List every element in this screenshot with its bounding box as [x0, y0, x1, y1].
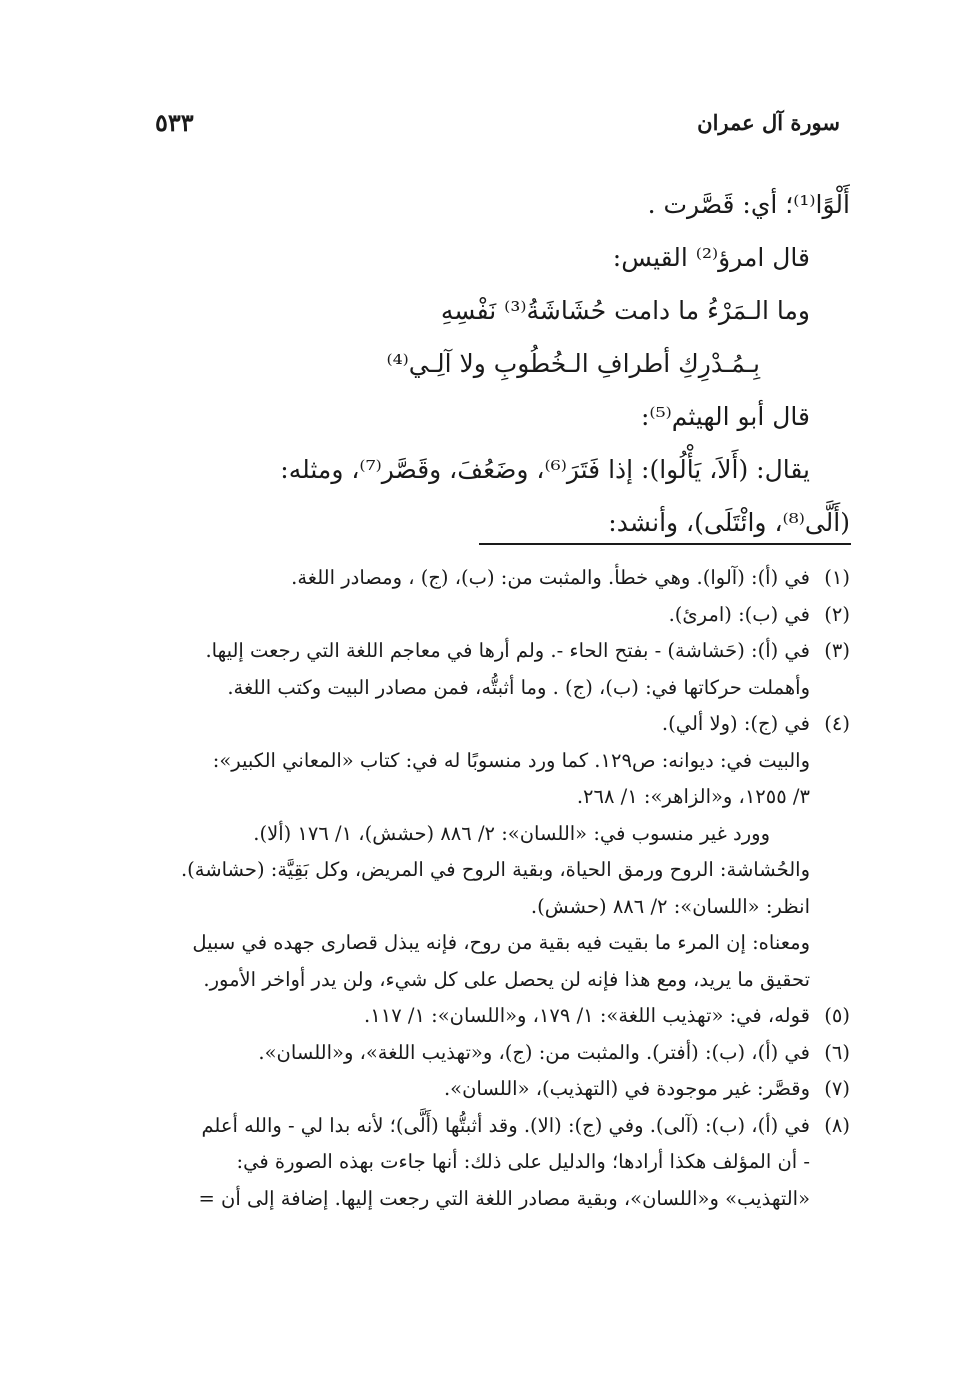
footnote: [115, 633, 850, 670]
footnote-number: (٥): [824, 1004, 850, 1027]
main-line: قال أبو الهيثم⁽⁵⁾:: [640, 402, 810, 431]
main-line: يقال: (أَلاَ، يَأْلُوا): إذا فَتَرَ⁽⁶⁾، وضَعُفَ، وقَصَّر⁽⁷⁾، ومثله:: [280, 455, 810, 484]
footnote: [115, 706, 850, 743]
footnote-text: في (ب): (امرئ).: [668, 602, 810, 626]
footnote-text: في (أ): (آلوا). وهي خطأ. والمثبت من: (ب)، (ج) ، ومصادر اللغة.: [291, 566, 810, 589]
footnote-continuation: ٣/ ١٢٥٥، و«الزاهر»: ١/ ٢٦٨.: [576, 785, 810, 808]
footnote-number: (٣): [824, 639, 850, 662]
main-line: (أَلَّى⁽⁸⁾، وائْتَلَى)، وأنشد:: [608, 508, 850, 537]
footnote: [115, 1035, 850, 1072]
poem-verse-second-hemistich: بِـمُـدْرِكِ أطرافِ الـخُطُوبِ ولا آلِـي⁽⁴⁾: [386, 349, 760, 378]
footnote: [115, 560, 850, 597]
footnote-text: قوله، في: «تهذيب اللغة»: ١/ ١٧٩، و«اللسان»: ١/ ١١٧.: [364, 1004, 810, 1027]
footnote-number: (٦): [824, 1040, 850, 1064]
footnote-text: في (أ)، (ب): (أفتر). والمثبت من: (ج)، و«تهذيب اللغة»، و«اللسان».: [258, 1040, 810, 1064]
footnote: [115, 597, 850, 634]
footnote-continuation: ومعناه: إن المرء ما بقيت فيه بقية من روح، فإنه يبذل قصارى جهده في سبيل: [192, 931, 810, 954]
footnote-continuation: «التهذيب» و«اللسان»، وبقية مصادر اللغة التي رجعت إليها. إضافة إلى أن =: [198, 1186, 810, 1210]
footnote-continuation: انظر: «اللسان»: ٢/ ٨٨٦ (حشش).: [530, 894, 810, 918]
poem-verse-first-hemistich: وما الـمَرْءُ ما دامت حُشَاشَةُ⁽³⁾ نَفْسِهِ: [440, 296, 810, 325]
footnote-text: في (ج): (ولا ألي).: [661, 712, 810, 735]
footnote-continuation: وورد غير منسوب في: «اللسان»: ٢/ ٨٨٦ (حشش)، ١/ ١٧٦ (ألا).: [253, 821, 770, 845]
footnote: [115, 998, 850, 1035]
footnote-continuation: تحقيق ما يريد، ومع هذا فإنه لن يحصل على كل شيء، ولن يدر أواخر الأمور.: [203, 967, 810, 991]
footnote: [115, 1108, 850, 1145]
footnote-continuation: - أن المؤلف هكذا أرادها؛ والدليل على ذلك: أنها جاءت بهذه الصورة في:: [236, 1150, 810, 1173]
footnote-number: (٢): [824, 602, 850, 626]
footnotes: [115, 560, 850, 1217]
footnote-text: في (أ): (حَشاشة) - بفتح الحاء -. ولم أرها في معاجم اللغة التي رجعت إليها.: [205, 639, 810, 662]
footnote-continuation: والحُشاشة: الروح ورمق الحياة، وبقية الروح في المريض، وكل بَقِيَّة: (حشاشة).: [180, 858, 810, 881]
page-header: [155, 100, 840, 144]
footnote-continuation: والبيت في: ديوانه: ص١٢٩. كما ورد منسوبًا له في: كتاب «المعاني الكبير»:: [212, 748, 810, 772]
footnote-continuation: وأهملت حركاتها في: (ب)، (ج) . وما أثبتُّه، فمن مصادر البيت وكتب اللغة.: [227, 675, 810, 699]
main-line: قال امرؤ⁽²⁾ القيس:: [612, 243, 810, 272]
running-title: سورة آل عمران: [697, 109, 840, 135]
footnote-number: (٤): [824, 712, 850, 735]
footnote-text: وقصَّر: غير موجودة في (التهذيب)، «اللسان».: [443, 1077, 810, 1100]
page-number: ٥٣٣: [155, 107, 194, 137]
main-text: [120, 178, 850, 549]
footnote-number: (٧): [824, 1077, 850, 1100]
footnote-number: (٨): [824, 1113, 850, 1137]
footnote: [115, 1071, 850, 1108]
footnote-text: في (أ)، (ب): (آلى). وفي (ج): (الا). وقد أثبتُّها (أَلَّى)؛ لأنه بدا لي - والله أعلم: [201, 1113, 810, 1137]
footnote-number: (١): [824, 566, 850, 589]
main-line: أَلْوًا⁽¹⁾؛ أي: قَصَّرت .: [647, 190, 850, 219]
footnote-separator: [479, 543, 851, 545]
